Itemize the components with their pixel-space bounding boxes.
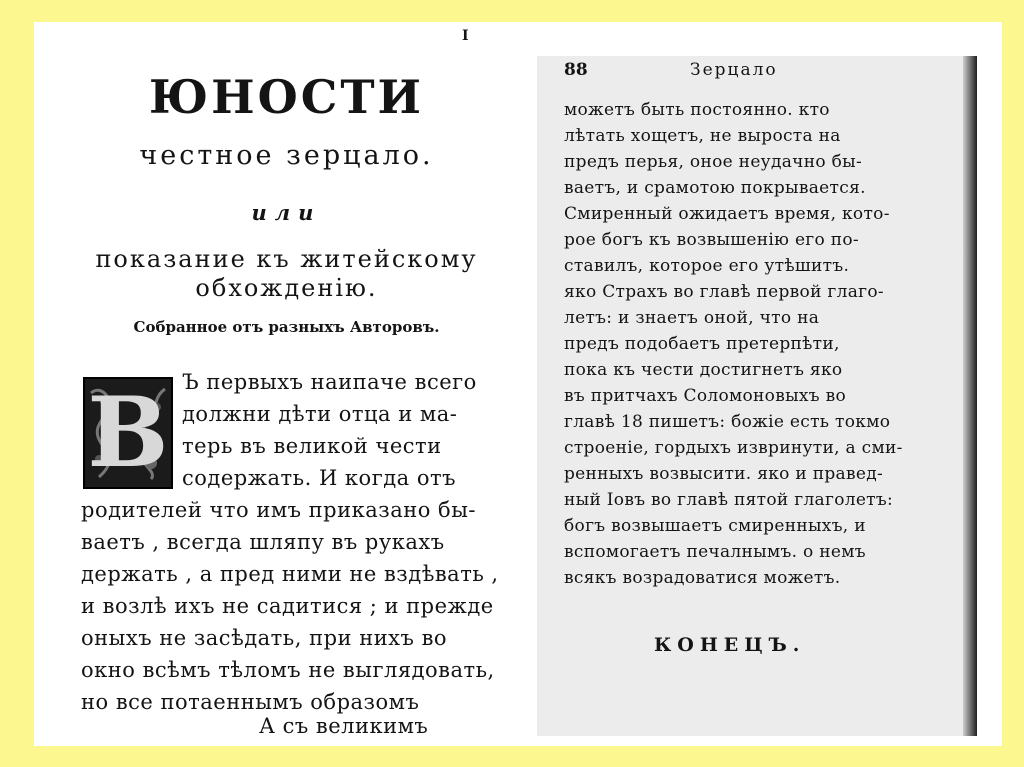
right-body-line: предъ перья, оное неудачно бы- [564, 152, 862, 172]
right-body-line: ный Іовъ во главѣ пятой глаголетъ: [564, 490, 894, 510]
right-body-line: всякъ возрадоватися можетъ. [564, 568, 841, 588]
left-body-line: родителей что имъ приказано бы- [81, 498, 477, 522]
end-marker: КОНЕЦЪ. [654, 634, 806, 656]
ornamental-dropcap [83, 377, 173, 489]
right-body-line: богъ возвышаетъ смиренныхъ, и [564, 516, 866, 536]
right-body-line: главѣ 18 пишетъ: божіе есть токмо [564, 412, 891, 432]
left-body-line: оныхъ не засѣдать, при нихъ во [81, 626, 448, 650]
page-number: 88 [564, 60, 588, 80]
left-body-line: содержать. И когда отъ [182, 466, 456, 490]
left-body-line: А съ великимъ [259, 714, 429, 738]
left-body-line: и возлѣ ихъ не садитися ; и прежде [81, 594, 494, 618]
right-body-line: Смиренный ожидаетъ время, кото- [564, 204, 890, 224]
left-body-line: должни дѣти отца и ма- [182, 402, 458, 426]
book-spine-shadow [963, 56, 977, 736]
right-body-line: вспомогаетъ печалнымъ. о немъ [564, 542, 866, 562]
dropcap-letter: В [87, 377, 169, 489]
right-body-line: можетъ быть постоянно. кто [564, 100, 830, 120]
right-body-line: летъ: и знаетъ оной, что на [564, 308, 820, 328]
left-body-line: Ъ первыхъ наипаче всего [182, 370, 477, 394]
right-body-line: ваетъ, и срамотою покрывается. [564, 178, 866, 198]
left-body-line: окно всѣмъ тѣломъ не выглядовать, [81, 658, 495, 682]
right-body-line: ставилъ, которое его утѣшитъ. [564, 256, 850, 276]
right-body-line: лѣтать хощетъ, не выроста на [564, 126, 841, 146]
right-body-line: яко Страхъ во главѣ первой глаго- [564, 282, 884, 302]
title-line-2: обхожденію. [195, 274, 378, 302]
collected-from-authors: Собранное отъ разныхъ Авторовъ. [133, 318, 440, 336]
title-line-1: показание къ житейскому [95, 245, 478, 273]
right-body-line: предъ подобаетъ претерпѣти, [564, 334, 840, 354]
running-title: Зерцало [690, 60, 778, 80]
page-marker: I [462, 28, 469, 44]
right-body-line: пока къ чести достигнетъ яко [564, 360, 843, 380]
right-body-line: въ притчахъ Соломоновыхъ во [564, 386, 847, 406]
book-title: ЮНОСТИ [148, 70, 425, 124]
title-conjunction: или [251, 200, 322, 225]
left-body-line: терь въ великой чести [182, 434, 442, 458]
left-body-line: но все потаеннымъ образомъ [81, 690, 420, 714]
right-body-line: рое богъ къ возвышенію его по- [564, 230, 859, 250]
right-body-line: ренныхъ возвысити. яко и правед- [564, 464, 884, 484]
left-page [34, 22, 539, 746]
book-subtitle: честное зерцало. [139, 140, 434, 171]
left-body-line: ваетъ , всегда шляпу въ рукахъ [81, 530, 445, 554]
left-body-line: держать , а пред ними не вздѣвать , [81, 562, 499, 586]
right-body-line: строеніе, гордыхъ извринути, а сми- [564, 438, 903, 458]
